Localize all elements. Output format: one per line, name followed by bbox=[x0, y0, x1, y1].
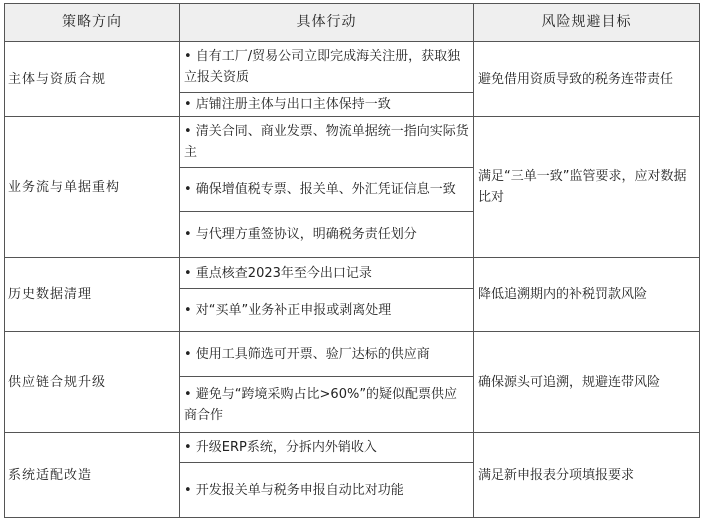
strategy-cell: 历史数据清理 bbox=[5, 258, 180, 332]
table-header-row bbox=[5, 4, 700, 42]
header-strategy: 策略方向 bbox=[5, 4, 180, 42]
strategy-cell: 供应链合规升级 bbox=[5, 332, 180, 433]
table-row bbox=[5, 42, 700, 93]
action-cell: • 确保增值税专票、报关单、外汇凭证信息一致 bbox=[180, 168, 474, 212]
strategy-cell: 业务流与单据重构 bbox=[5, 117, 180, 258]
action-cell: • 店铺注册主体与出口主体保持一致 bbox=[180, 93, 474, 117]
table-row bbox=[5, 433, 700, 463]
header-action: 具体行动 bbox=[180, 4, 474, 42]
action-cell: • 升级ERP系统，分拆内外销收入 bbox=[180, 433, 474, 463]
action-cell: • 使用工具筛选可开票、验厂达标的供应商 bbox=[180, 332, 474, 377]
action-cell: • 避免与“跨境采购占比>60%”的疑似配票供应商合作 bbox=[180, 377, 474, 433]
goal-cell: 避免借用资质导致的税务连带责任 bbox=[474, 42, 700, 117]
action-cell: • 自有工厂/贸易公司立即完成海关注册，获取独立报关资质 bbox=[180, 42, 474, 93]
header-goal: 风险规避目标 bbox=[474, 4, 700, 42]
goal-cell: 确保源头可追溯，规避连带风险 bbox=[474, 332, 700, 433]
strategy-cell: 系统适配改造 bbox=[5, 433, 180, 518]
table-row bbox=[5, 332, 700, 377]
goal-cell: 满足新申报表分项填报要求 bbox=[474, 433, 700, 518]
action-cell: • 清关合同、商业发票、物流单据统一指向实际货主 bbox=[180, 117, 474, 168]
action-cell: • 重点核查2023年至今出口记录 bbox=[180, 258, 474, 289]
action-cell: • 开发报关单与税务申报自动比对功能 bbox=[180, 463, 474, 518]
goal-cell: 满足“三单一致”监管要求，应对数据比对 bbox=[474, 117, 700, 258]
action-cell: • 对“买单”业务补正申报或剥离处理 bbox=[180, 289, 474, 332]
goal-cell: 降低追溯期内的补税罚款风险 bbox=[474, 258, 700, 332]
strategy-cell: 主体与资质合规 bbox=[5, 42, 180, 117]
table-row bbox=[5, 258, 700, 289]
strategy-table bbox=[4, 3, 700, 518]
action-cell: • 与代理方重签协议，明确税务责任划分 bbox=[180, 212, 474, 258]
table-row bbox=[5, 117, 700, 168]
